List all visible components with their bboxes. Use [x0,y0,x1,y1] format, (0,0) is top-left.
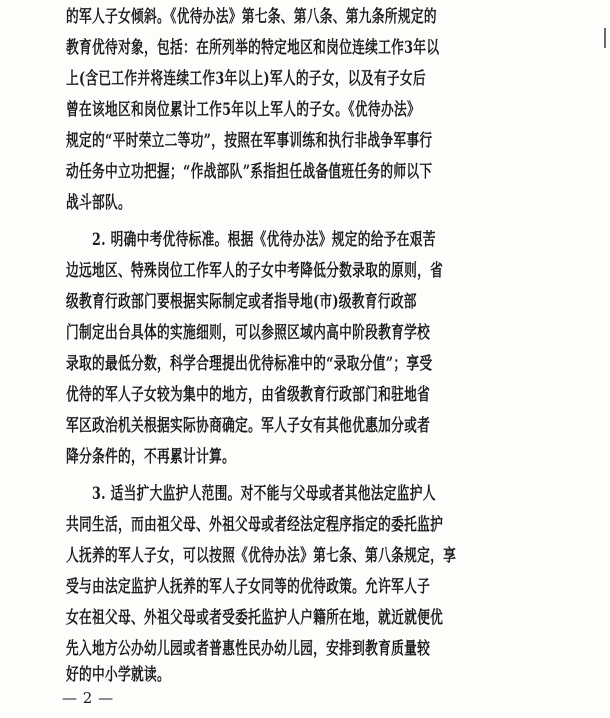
text-line-14: 军区政治机关根据实际协商确定。军人子女有其他优惠加分或者 [66,416,431,436]
text-line-10: 级教育行政部门要根据实际制定或者指导地(市)级教育行政部 [66,292,417,312]
text-line-9: 边远地区、特殊岗位工作军人的子女中考降低分数录取的原则，省 [66,261,444,281]
text-line-22: 好的中小学就读。 [66,665,171,685]
text-line-4: 曾在该地区和岗位累计工作5年以上军人的子女。《优待办法》 [66,100,420,120]
text-line-20: 女在祖父母、外祖父母或者受委托监护人户籍所在地，就近就便优 [66,608,444,628]
text-line-15: 降分条件的，不再累计计算。 [66,447,236,467]
text-line-5: 规定的“平时荣立二等功”，按照在军事训练和执行非战争军事行 [66,131,433,151]
scan-edge-mark [604,28,606,48]
text-line-8: 2. 明确中考优待标准。根据《优待办法》规定的给予在艰苦 [66,230,436,250]
text-line-17: 共同生活，而由祖父母、外祖父母或者经法定程序指定的委托监护 [66,515,444,535]
text-line-1: 的军人子女倾斜。《优待办法》第七条、第八条、第九条所规定的 [66,7,437,27]
text-line-19: 受与由法定监护人抚养的军人子女同等的优待政策。允许军人子 [66,577,431,597]
page-number: — 2 — [62,689,114,707]
text-line-7: 战斗部队。 [66,193,132,213]
text-line-6: 动任务中立功把握；“作战部队”系指担任战备值班任务的师以下 [66,162,433,182]
text-line-12: 录取的最低分数，科学合理提出优待标准中的“录取分值”；享受 [66,354,433,374]
text-line-3: 上(含已工作并将连续工作3年以上)军人的子女，以及有子女后 [66,69,426,89]
text-line-11: 门制定出台具体的实施细则，可以参照区域内高中阶段教育学校 [66,323,431,343]
text-line-21: 先入地方公办幼儿园或者普惠性民办幼儿园，安排到教育质量较 [66,639,431,659]
text-line-16: 3. 适当扩大监护人范围。对不能与父母或者其他法定监护人 [66,484,436,504]
text-line-2: 教育优待对象，包括：在所列举的特定地区和岗位连续工作3年以 [66,38,440,58]
text-line-18: 人抚养的军人子女，可以按照《优待办法》第七条、第八条规定，享 [66,546,457,566]
text-line-13: 优待的军人子女较为集中的地方，由省级教育行政部门和驻地省 [66,385,431,405]
